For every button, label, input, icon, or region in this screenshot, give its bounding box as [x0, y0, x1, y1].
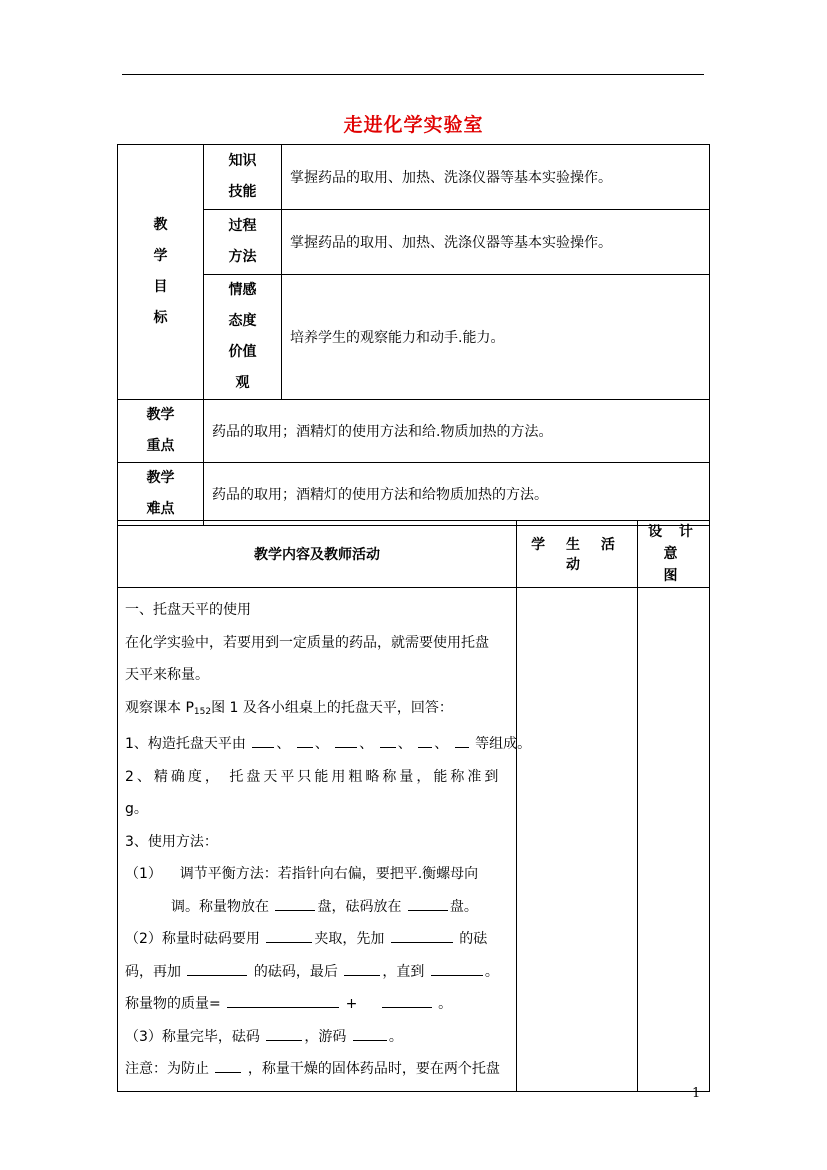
objectives-table [117, 144, 710, 526]
process-method-label: 过程 方法 [204, 210, 282, 275]
knowledge-skills-label: 知识 技能 [204, 145, 282, 210]
content-line: （1） 调节平衡方法：若指针向右偏，要把平.衡螺母向 [125, 866, 479, 882]
content-line: 称量物的质量= + 。 [125, 988, 510, 1021]
content-line: g。 [125, 801, 148, 817]
page-number: 1 [692, 1086, 701, 1101]
teaching-content [118, 588, 532, 1092]
content-header: 教学内容及教师活动 [118, 521, 517, 588]
knowledge-skills-text: 掌握药品的取用、加热、洗涤仪器等基本实验操作。 [282, 145, 710, 210]
key-points-label: 教学 重点 [118, 400, 204, 463]
key-points-text: 药品的取用；酒精灯的使用方法和给.物质加热的方法。 [204, 400, 710, 463]
objectives-label: 教 学 目 标 [118, 145, 204, 400]
student-activity-cell [517, 588, 638, 1092]
design-intent-cell [638, 588, 710, 1092]
content-line: （3）称量完毕，砝码 ，游码 。 [125, 1021, 510, 1054]
difficulties-text: 药品的取用；酒精灯的使用方法和给物质加热的方法。 [204, 463, 710, 526]
content-line: 1、构造托盘天平由 、 、 、 、 、 等组成。 [125, 728, 510, 761]
attitude-values-label: 情感 态度 价值 观 [204, 275, 282, 400]
content-line: 3、使用方法： [125, 833, 218, 850]
design-intent-header: 设 计 意 图 [638, 521, 710, 588]
header-rule [122, 74, 704, 75]
activity-table [117, 520, 710, 1092]
document-title: 走进化学实验室 [343, 114, 484, 136]
content-line: 调。称量物放在 盘，砝码放在 盘。 [125, 891, 510, 924]
difficulties-label: 教学 难点 [118, 463, 204, 526]
section-heading: 一、托盘天平的使用 [125, 602, 251, 618]
content-line: 在化学实验中，若要用到一定质量的药品，就需要使用托盘 [125, 634, 489, 651]
content-line: （2）称量时砝码要用 夹取，先加 的砝 [125, 923, 510, 956]
student-activity-header: 学 生 活 动 [517, 521, 638, 588]
attitude-values-text: 培养学生的观察能力和动手.能力。 [282, 275, 710, 400]
process-method-text: 掌握药品的取用、加热、洗涤仪器等基本实验操作。 [282, 210, 710, 275]
content-line: 2、精确度， 托盘天平只能用粗略称量，能称准到 [125, 768, 502, 785]
content-line: 码，再加 的砝码，最后 ，直到 。 [125, 956, 510, 989]
content-line: 注意：为防止 ，称量干燥的固体药品时，要在两个托盘 [125, 1053, 510, 1086]
content-line: 天平来称量。 [125, 667, 209, 683]
content-line: 观察课本 $P_{152}$图 1 及各小组桌上的托盘天平，回答： [125, 699, 453, 717]
